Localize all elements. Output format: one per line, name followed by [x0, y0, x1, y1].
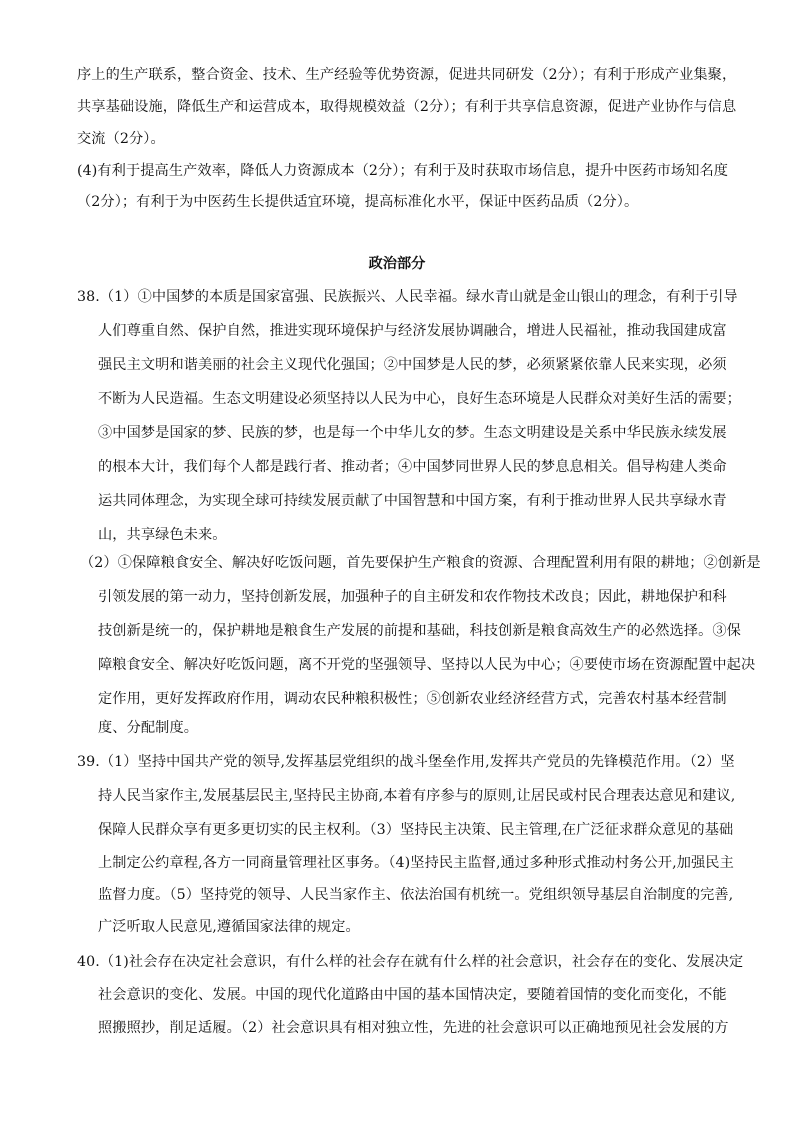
answer-line: 交流（2分）。: [77, 131, 165, 147]
q40-line: 40.（1)社会存在决定社会意识，有什么样的社会存在就有什么样的社会意识，社会存在的变化、发展决定: [77, 954, 744, 970]
q39-line: 39.（1）坚持中国共产党的领导,发挥基层党组织的战斗堡垒作用,发挥共产党员的先锋模范作用。（2）坚: [77, 754, 735, 770]
answer-line: 序上的生产联系，整合资金、技术、生产经验等优势资源，促进共同研发（2分）；有利于形成产业集聚，: [77, 67, 737, 83]
q39-line: 广泛听取人民意见,遵循国家法律的规定。: [98, 919, 360, 935]
answer-line: （2分）；有利于为中医药生长提供适宜环境，提高标准化水平，保证中医药品质（2分）。: [77, 194, 639, 210]
q38-line: 定作用，更好发挥政府作用，调动农民种粮积极性；⑤创新农业经济经营方式，完善农村基本经营制: [98, 691, 727, 707]
q39-line: 监督力度。（5）坚持党的领导、人民当家作主、依法治国有机统一。党组织领导基层自治制度的完善,: [98, 887, 734, 903]
q38-line: 度、分配制度。: [98, 720, 199, 736]
q38-line: 山，共享绿色未来。: [98, 527, 227, 543]
q38-line: ③中国梦是国家的梦、民族的梦，也是每一个中华儿女的梦。生态文明建设是关系中华民族永续发展: [98, 425, 727, 441]
q40-line: 照搬照抄，削足适履。（2）社会意识具有相对独立性，先进的社会意识可以正确地预见社会发展的方: [98, 1020, 729, 1036]
q38-line: 运共同体理念，为实现全球可持续发展贡献了中国智慧和中国方案，有利于推动世界人民共享绿水青: [98, 493, 727, 509]
section-title: 政治部分: [368, 256, 426, 272]
q38-line: 人们尊重自然、保护自然，推进实现环境保护与经济发展协调融合，增进人民福祉，推动我国建成富: [98, 323, 727, 339]
answer-line: 共享基础设施，降低生产和运营成本，取得规模效益（2分）；有利于共享信息资源，促进产业协作与信息: [77, 99, 737, 115]
q38-line: 引领发展的第一动力，坚持创新发展，加强种子的自主研发和农作物技术改良；因此，耕地保护和科: [98, 589, 727, 605]
q39-line: 保障人民群众享有更多更切实的民主权利。（3）坚持民主决策、民主管理,在广泛征求群众意见的基础: [98, 822, 734, 838]
q39-line: 持人民当家作主,发展基层民主,坚持民主协商,本着有序参与的原则,让居民或村民合理表达意见和建议,: [98, 788, 736, 804]
q38-line: 38.（1）①中国梦的本质是国家富强、民族振兴、人民幸福。绿水青山就是金山银山的理念，有利于引导: [77, 289, 738, 305]
q38-line: 的根本大计，我们每个人都是践行者、推动者；④中国梦同世界人民的梦息息相关。倡导构建人类命: [98, 459, 727, 475]
q38-line: 技创新是统一的，保护耕地是粮食生产发展的前提和基础，科技创新是粮食高效生产的必然选择。③保: [98, 623, 741, 639]
answer-line: (4)有利于提高生产效率，降低人力资源成本（2分）；有利于及时获取市场信息，提升中医药市场知名度: [77, 163, 729, 179]
q40-line: 社会意识的变化、发展。中国的现代化道路由中国的基本国情决定，要随着国情的变化而变化，不能: [98, 987, 727, 1003]
q38-line: 不断为人民造福。生态文明建设必须坚持以人民为中心，良好生态环境是人民群众对美好生活的需要；: [98, 391, 741, 407]
q38-line: 障粮食安全、解决好吃饭问题，离不开党的坚强领导、坚持以人民为中心；④要使市场在资源配置中起决: [98, 657, 756, 673]
q39-line: 上制定公约章程,各方一同商量管理社区事务。（4)坚持民主监督,通过多种形式推动村务公开,加强民主: [98, 855, 734, 871]
q38-line: 强民主文明和谐美丽的社会主义现代化强国；②中国梦是人民的梦，必须紧紧依靠人民来实现，必须: [98, 357, 727, 373]
q38-line: （2）①保障粮食安全、解决好吃饭问题，首先要保护生产粮食的资源、合理配置利用有限的耕地；②创新是: [80, 555, 761, 571]
